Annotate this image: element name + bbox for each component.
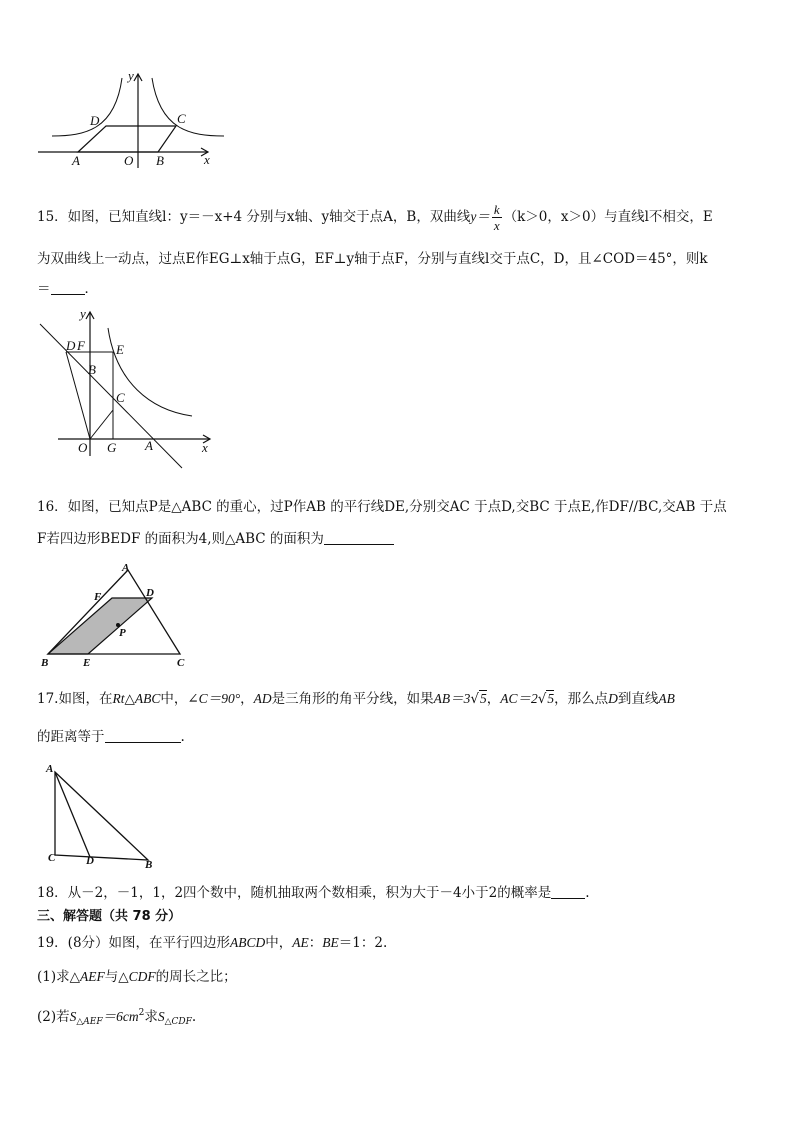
label-d: D [90,113,100,128]
label-a: A [122,562,130,574]
q19-s2-mid: 求 [144,1009,158,1025]
segment-od [66,352,90,439]
q17-end: . [180,729,185,745]
q17-answer-blank[interactable] [105,728,181,743]
q17-ac-lhs: AC＝2 [500,691,538,706]
q15-text-pre: 15．如图，已知直线l：y＝－x+4 分别与x轴、y轴交于点A，B，双曲线 [37,209,471,225]
q19-s1-pre: (1)求 [37,969,70,985]
q19-s2-pre: (2)若 [37,1009,70,1025]
label-c: C [177,657,185,669]
section-heading: 三、解答题（共 78 分） [37,909,182,924]
label-x: x [202,440,208,455]
label-a: A [72,153,80,168]
q15-text-post: （k＞0，x＞0）与直线l不相交，E [503,209,713,225]
label-c: C [116,390,125,405]
q19-ratio-mid: ： [308,935,323,951]
label-b: B [145,859,153,871]
q17-line2: 的距离等于 [37,729,105,745]
q17-d: D [608,691,618,706]
label-b: B [88,362,96,377]
q19-s2-sub2: △CDF [164,1017,192,1027]
q15-end: ． [84,281,98,297]
q16-text: F若四边形BEDF 的面积为4,则△ABC 的面积为 [37,531,324,547]
question-16-line-2 [37,530,394,548]
q19-s2-sub1: △AEF [76,1017,103,1027]
q15-eq: ＝ [37,281,51,297]
q17-ab-lhs: AB＝3 [433,691,471,706]
q19-s1-post: 的周长之比； [155,969,237,985]
q15-frac-num: k [493,202,500,217]
figure-15-svg [30,302,220,462]
parallelogram-abcd [78,126,176,152]
label-g: G [107,440,117,455]
hyperbola-left-branch [52,78,122,136]
segment-ad [55,772,90,857]
label-e: E [83,657,91,669]
label-y: y [80,306,86,321]
q19-s2-s2: S [157,1009,165,1024]
question-15-line-1 [37,202,713,233]
q19-p1: 19．(8分）如图，在平行四边形 [37,935,231,951]
q19-s1-mid: 与 [104,969,119,985]
question-18 [37,884,590,902]
q17-tri-symbol: △ [124,691,135,707]
q17-p4: 是三角形的角平分线，如果 [271,691,434,707]
q18-answer-blank[interactable] [551,884,585,899]
q17-ac-rad: 5 [547,691,555,706]
parallelogram-bedf [48,598,152,654]
q19-s2-sup: 2 [138,1008,145,1018]
label-a: A [46,763,54,775]
label-y: y [128,68,134,83]
question-19-line-1 [37,934,387,952]
q19-s2-s: S [69,1009,77,1024]
question-17-line-1 [37,690,675,708]
q19-s1-t2: △CDF [118,969,156,984]
q15-frac-lhs: y＝ [470,209,490,224]
question-15-line-3 [37,280,98,298]
q17-tri: ABC [134,691,161,706]
q17-ab-rad: 5 [479,691,487,706]
label-c: C [48,852,56,864]
triangle-abc [55,772,148,860]
label-d: D [146,587,154,599]
q16-answer-blank[interactable] [324,530,394,545]
q17-p6: ，那么点 [554,691,609,707]
label-a: A [145,438,153,453]
figure-15 [30,302,220,462]
q15-fraction [492,202,502,233]
q19-s2-eq: ＝6cm [102,1009,139,1024]
q19-abcd: ABCD [230,935,266,950]
label-c: C [177,111,186,126]
segment-oc [90,410,113,439]
question-16-line-1: 16．如图，已知点P是△ABC 的重心，过P作AB 的平行线DE,分别交AC 于点D,交BC 于点E,作DF//BC,交AB 于点 [37,499,727,515]
q17-ad: AD [253,691,272,706]
q19-s1-t1: △AEF [69,969,105,984]
figure-17-svg [40,760,160,870]
hyperbola-right-branch [152,78,224,136]
q17-rt: Rt [112,691,125,706]
label-x: x [204,152,210,167]
q17-ab: AB [658,691,675,706]
label-d: D [86,855,94,867]
q19-p2: 中， [265,935,293,951]
q18-end: . [585,885,590,901]
label-p: P [119,627,126,639]
figure-14-svg [30,68,240,178]
q17-angle: ∠C＝90° [187,691,241,706]
q17-p5: ， [486,691,501,707]
label-f: F [94,591,102,603]
label-o: O [124,153,134,168]
label-b: B [41,657,49,669]
q15-frac-den: x [493,218,500,233]
q17-sqrt-sign: √ [470,691,479,707]
q19-ratio-val: ＝1：2. [338,935,388,951]
label-d: D [66,338,76,353]
q17-p2: 中， [160,691,188,707]
question-17-line-2 [37,728,185,746]
figure-17 [40,760,160,870]
q19-ratio-a: AE [292,935,309,950]
q19-ratio-b: BE [322,935,339,950]
label-o: O [78,440,88,455]
figure-16 [36,560,196,670]
q17-p1: 17.如图，在 [37,691,113,707]
q17-p7: 到直线 [617,691,659,707]
q18-text: 18．从－2，－1，1，2四个数中，随机抽取两个数相乘，积为大于－4小于2的概率是 [37,885,552,901]
question-19-part-1 [37,968,237,986]
q15-answer-blank[interactable] [51,280,85,295]
label-b: B [156,153,164,168]
q17-p3: ， [240,691,254,707]
question-15-line-2: 为双曲线上一动点，过点E作EG⊥x轴于点G，EF⊥y轴于点F，分别与直线l交于点C，D，且∠COD＝45°，则k [37,251,708,267]
figure-16-svg [36,560,196,670]
q19-s2-end: . [191,1009,197,1025]
label-f: F [77,338,85,353]
q17-sqrt-sign-2: √ [537,691,547,707]
question-19-part-2 [37,1004,196,1031]
label-e: E [116,342,124,357]
figure-14 [30,68,240,178]
